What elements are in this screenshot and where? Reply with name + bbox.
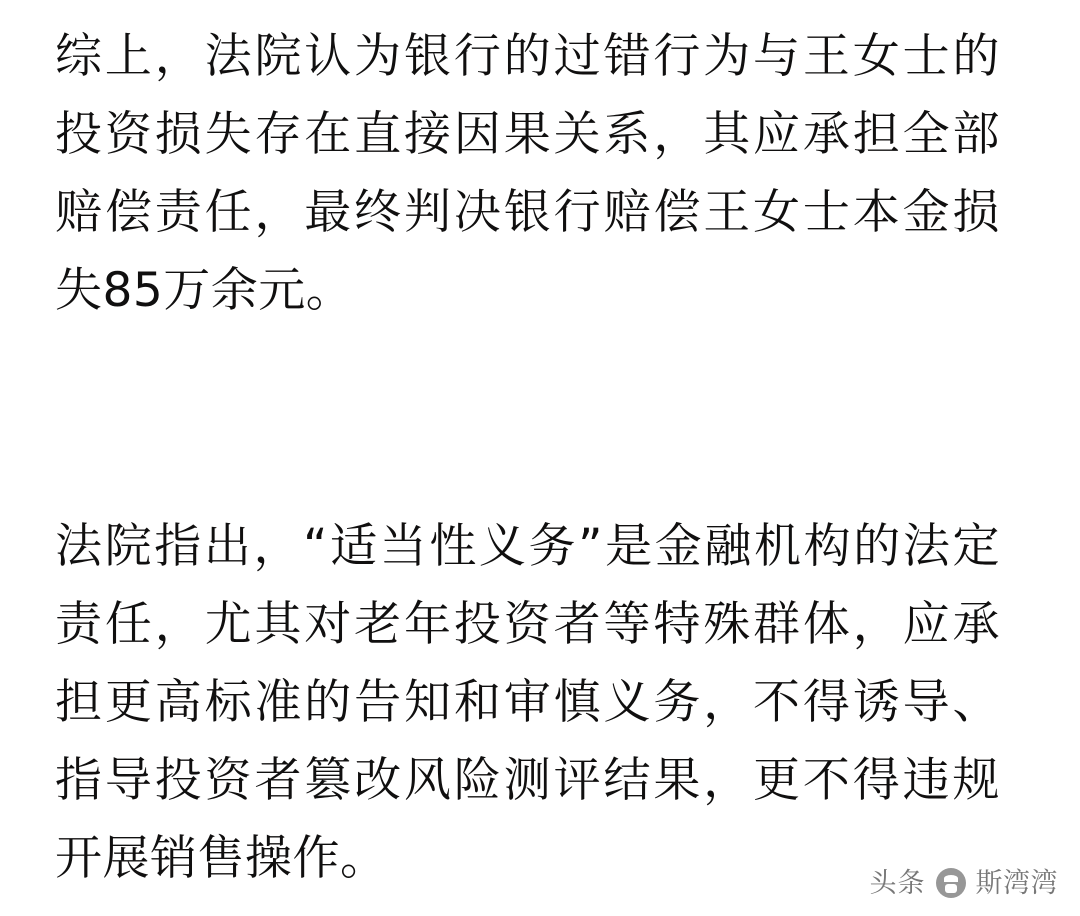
article-body (55, 18, 1000, 898)
watermark-author: 斯湾湾 (975, 867, 1058, 899)
toutiao-logo-icon (936, 868, 966, 898)
paragraph-1: 综上，法院认为银行的过错行为与王女士的投资损失存在直接因果关系，其应承担全部赔偿责任，最终判决银行赔偿王女士本金损失85万余元。 (55, 29, 1000, 318)
paragraph-2: 法院指出，“适当性义务”是金融机构的法定责任，尤其对老年投资者等特殊群体，应承担更高标准的告知和审慎义务，不得诱导、指导投资者篡改风险测评结果，更不得违规开展销售操作。 (55, 519, 1000, 886)
watermark (870, 868, 1059, 898)
watermark-brand: 头条 (869, 867, 926, 899)
paragraph-spacer (55, 330, 1000, 508)
